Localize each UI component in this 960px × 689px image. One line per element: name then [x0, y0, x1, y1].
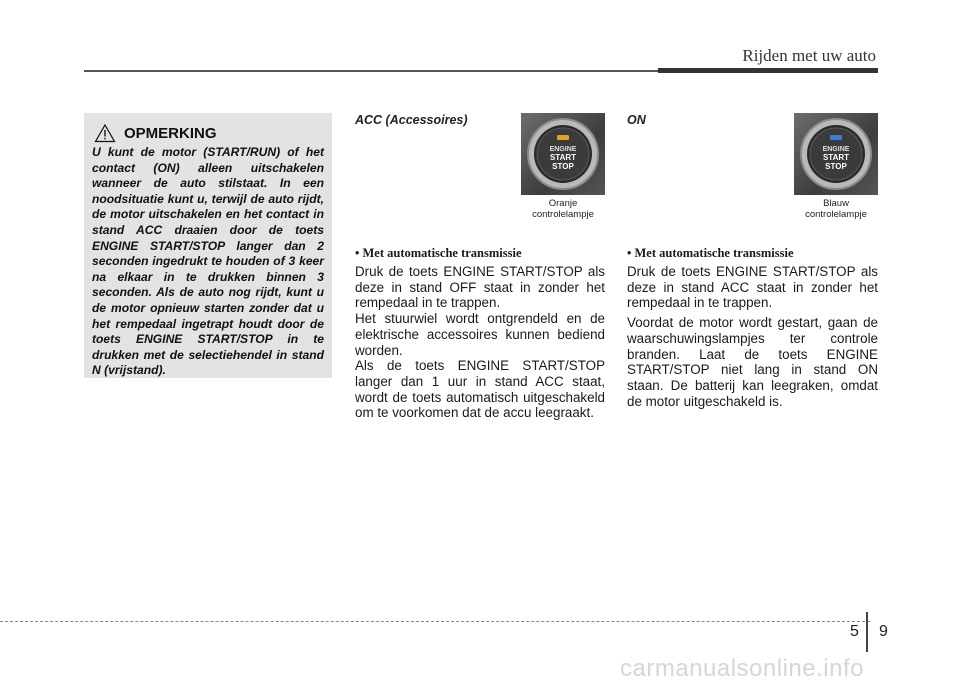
button-text-engine: ENGINE — [822, 146, 850, 153]
chapter-number: 5 — [850, 623, 859, 640]
on-paragraph-2: Voordat de motor wordt gestart, gaan de waarschuwingslampjes ter controle branden. Laat de toets ENGINE START/STOP niet lang in stand ON staan. De batterij kan leegraken, omdat de motor uitgeschakeld is. — [627, 315, 878, 409]
on-paragraph-1: Druk de toets ENGINE START/STOP als deze in stand ACC staat in zonder het rempedaal in te trappen. — [627, 264, 878, 311]
acc-caption — [521, 198, 605, 220]
note-box — [84, 113, 332, 378]
engine-start-button-photo-acc — [521, 113, 605, 195]
note-header — [94, 123, 324, 143]
on-section — [627, 113, 878, 443]
acc-caption-line2: controlelampje — [532, 209, 594, 220]
power-button-icon — [794, 113, 878, 195]
on-indicator-lamp — [830, 135, 842, 140]
acc-indicator-lamp — [557, 135, 569, 140]
on-figure — [794, 113, 878, 222]
on-body — [627, 246, 878, 409]
acc-section — [355, 113, 605, 443]
button-text-engine: ENGINE — [549, 146, 577, 153]
note-title: OPMERKING — [124, 124, 217, 142]
acc-figure — [521, 113, 605, 222]
acc-title: ACC (Accessoires) — [355, 113, 468, 127]
footer-rule — [0, 621, 870, 622]
on-title: ON — [627, 113, 646, 127]
on-caption-line1: Blauw — [823, 198, 849, 209]
button-text-stop: STOP — [552, 162, 574, 171]
on-caption — [794, 198, 878, 220]
on-bullet: • Met automatische transmissie — [627, 246, 794, 260]
on-caption-line2: controlelampje — [805, 209, 867, 220]
running-header: Rijden met uw auto — [742, 46, 876, 65]
page-number: 9 — [879, 623, 888, 640]
engine-start-button-photo-on — [794, 113, 878, 195]
power-button-icon — [521, 113, 605, 195]
acc-paragraph-1: Druk de toets ENGINE START/STOP als deze in stand OFF staat in zonder het rempedaal in te trappen. — [355, 264, 605, 311]
acc-bullet: • Met automatische transmissie — [355, 246, 522, 260]
acc-paragraph-2: Het stuurwiel wordt ontgrendeld en de elektrische accessoires kunnen bediend worden. — [355, 311, 605, 358]
button-text-start: START — [822, 153, 850, 162]
button-text-start: START — [549, 153, 577, 162]
header-rule-accent — [658, 68, 878, 73]
acc-body — [355, 246, 605, 421]
acc-caption-line1: Oranje — [548, 198, 578, 209]
footer-divider — [866, 612, 868, 652]
warning-icon — [94, 123, 116, 143]
button-text-stop: STOP — [825, 162, 847, 171]
acc-paragraph-3: Als de toets ENGINE START/STOP langer dan 1 uur in stand ACC staat, wordt de toets automatisch uitgeschakeld om te voorkomen dat de accu leegraakt. — [355, 358, 605, 421]
note-text: U kunt de motor (START/RUN) of het contact (ON) alleen uitschakelen wanneer de auto stilstaat. In een noodsituatie kunt u, terwijl de auto rijdt, de motor uitschakelen en het contact in stand ACC draaien door de toets ENGINE START/STOP langer dan 2 seconden ingedrukt te houden of 3 keer na elkaar in te drukken binnen 3 seconden. Als de auto nog rijdt, kunt u de motor opnieuw starten zonder dat u het rempedaal ingetrapt houdt door de toets ENGINE START/STOP in te drukken met de selectiehendel in stand N (vrijstand). — [92, 145, 324, 378]
watermark: carmanualsonline.info — [620, 655, 864, 682]
